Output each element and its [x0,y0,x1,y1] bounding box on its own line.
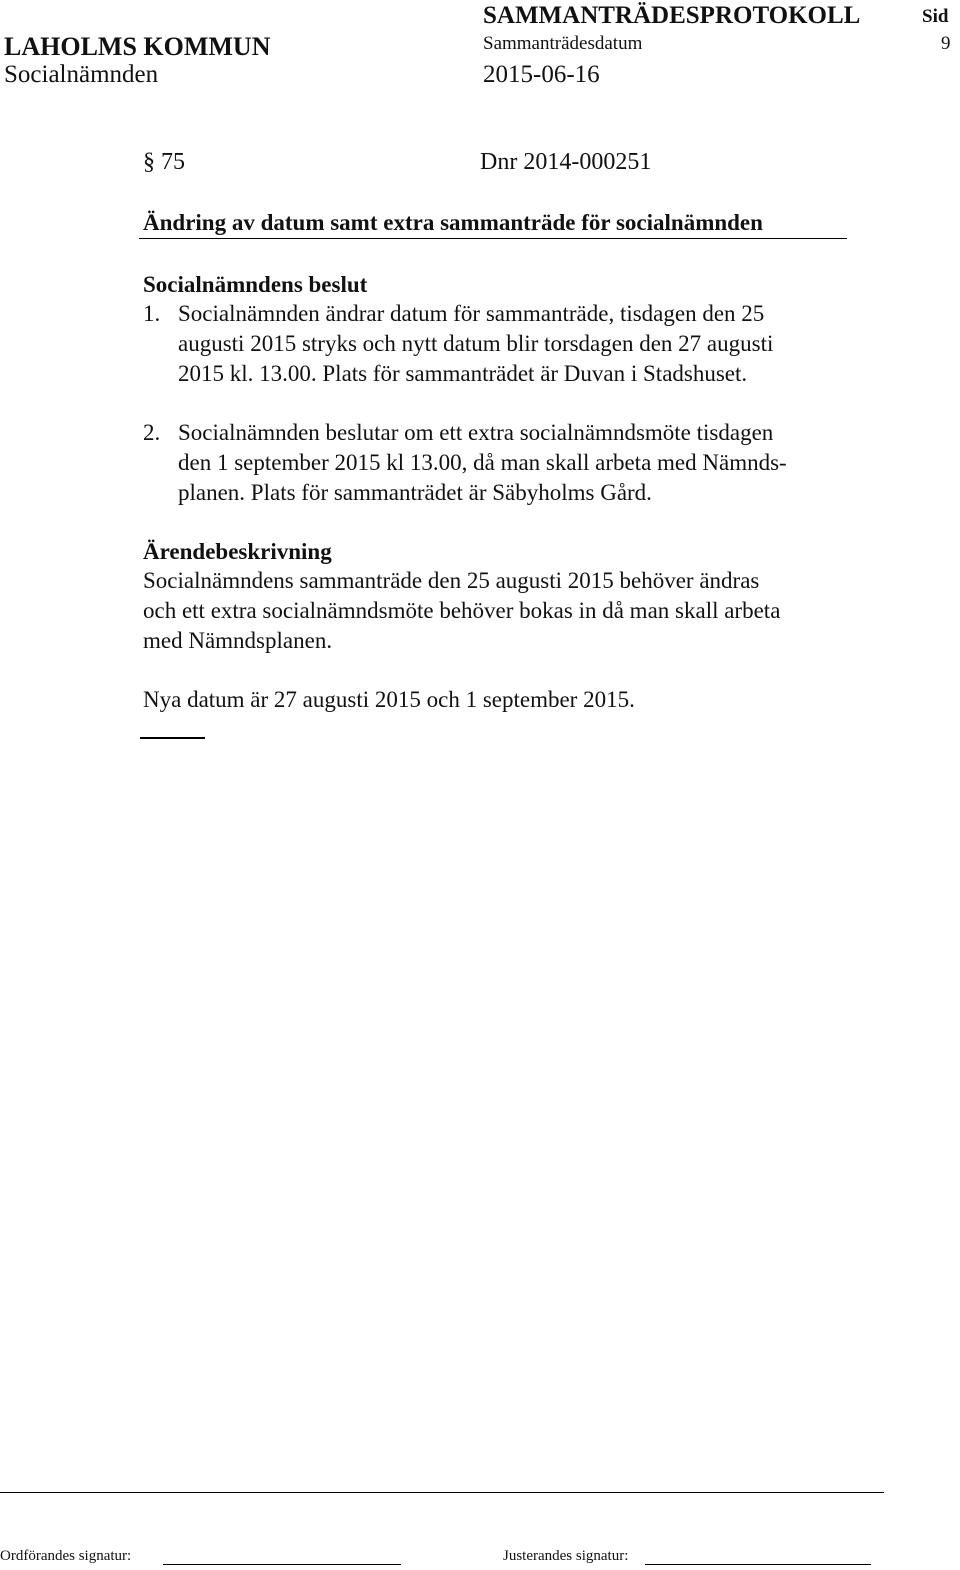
text-line: Socialnämnden ändrar datum för sammanträde, tisdagen den 25 [178,301,765,326]
text-line: och ett extra socialnämndsmöte behöver bokas in då man skall arbeta [143,598,781,623]
text-line: med Nämndsplanen. [143,628,333,653]
text-line: Socialnämndens sammanträde den 25 augusti 2015 behöver ändras [143,568,760,593]
decision-item-1 [143,299,863,389]
meeting-date: 2015-06-16 [483,61,600,88]
meeting-date-label: Sammanträdesdatum [483,33,643,54]
decision-item-number: 1. [143,301,161,326]
text-line: augusti 2015 stryks och nytt datum blir torsdagen den 27 augusti [178,331,774,356]
text-line: planen. Plats för sammanträdet är Säbyholms Gård. [178,480,652,505]
text-line: Socialnämnden beslutar om ett extra socialnämndsmöte tisdagen [178,420,774,445]
section-number: 75 [161,149,185,175]
committee-name: Socialnämnden [4,61,159,88]
text-line: 2015 kl. 13.00. Plats för sammanträdet är Duvan i Stadshuset. [178,361,748,386]
end-of-section-rule [140,737,205,739]
protocol-title: SAMMANTRÄDESPROTOKOLL [483,2,861,29]
decision-heading: Socialnämndens beslut [143,272,368,297]
diary-number: Dnr 2014-000251 [480,149,652,175]
decision-item-2 [143,418,863,508]
case-title: Ändring av datum samt extra sammanträde för socialnämnden [143,210,763,235]
description-heading: Ärendebeskrivning [143,539,332,564]
title-underline [139,238,847,239]
decision-item-number: 2. [143,420,161,445]
municipality-name: LAHOLMS KOMMUN [4,32,271,61]
page-number: 9 [941,33,951,54]
text-line: den 1 september 2015 kl 13.00, då man skall arbeta med Nämnds- [178,450,787,475]
chair-signature-label: Ordförandes signatur: [0,1548,132,1564]
section-mark: § [143,149,155,175]
decision-item-text [178,299,773,389]
adjuster-signature-line[interactable] [645,1564,871,1565]
new-dates-text: Nya datum är 27 augusti 2015 och 1 september 2015. [143,687,635,712]
sid-label: Sid [922,6,949,27]
footer-rule [0,1492,884,1493]
description-body [143,566,780,656]
adjuster-signature-label: Justerandes signatur: [503,1548,629,1564]
decision-item-text [178,418,787,508]
chair-signature-line[interactable] [163,1564,401,1565]
